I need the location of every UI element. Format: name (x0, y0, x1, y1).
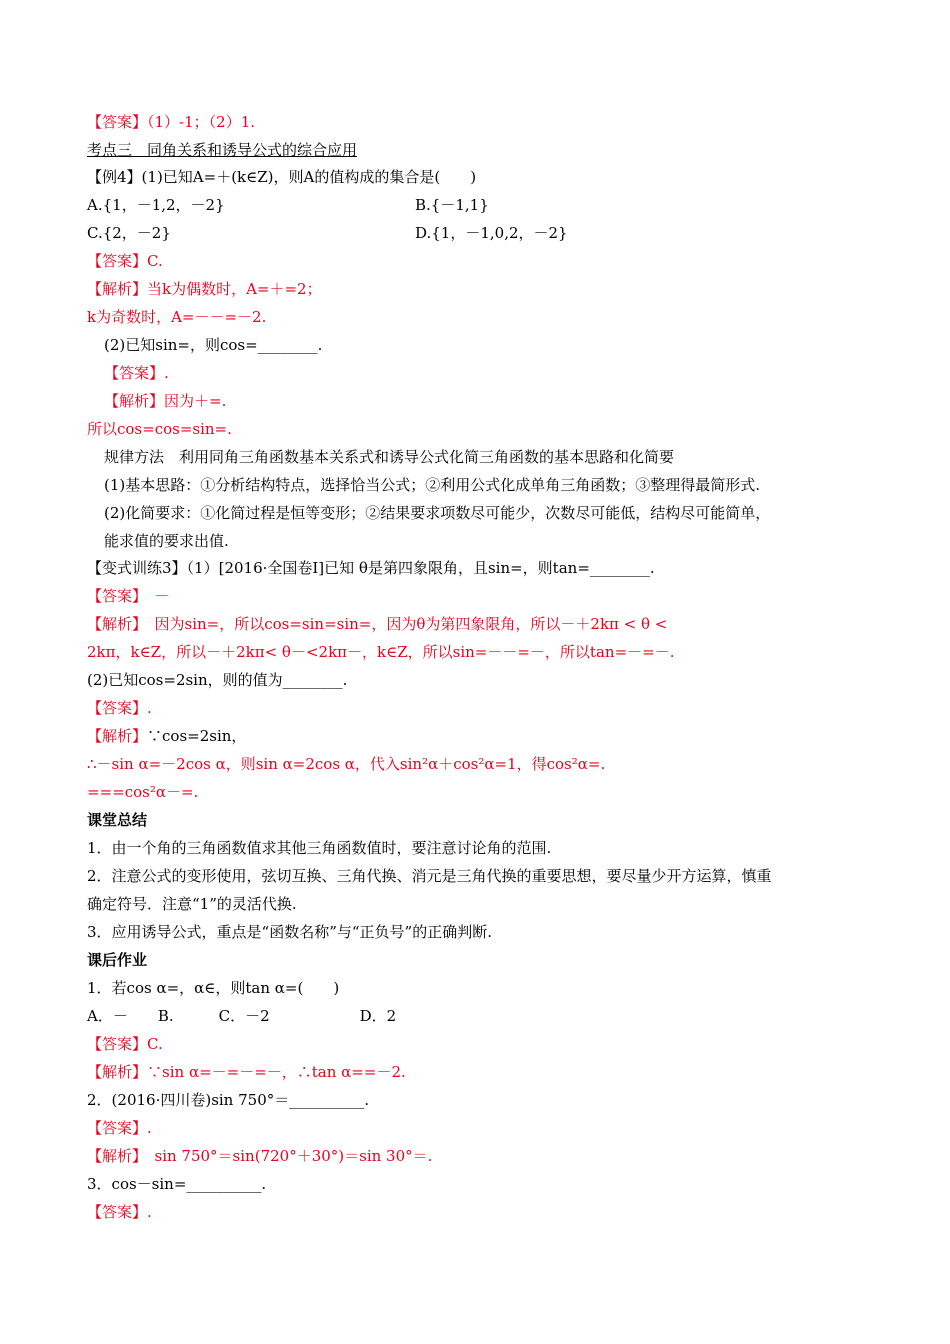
answer-line: 【答案】. (87, 1203, 152, 1221)
summary-item-1: 1．由一个角的三角函数值求其他三角函数值时，要注意讨论角的范围. (87, 839, 552, 857)
summary-item-2-cont: 确定符号．注意“1”的灵活代换. (87, 895, 297, 913)
answer-line: 【答案】. (87, 699, 152, 717)
analysis-text: ∵sin α=－=－=－，∴tan α==－2. (147, 1063, 406, 1081)
answer-line: 【答案】 － (87, 587, 170, 605)
analysis-line: ===cos²α－=. (87, 783, 199, 801)
homework-heading: 课后作业 (87, 951, 148, 969)
answer-line: 【答案】C. (87, 1035, 163, 1053)
analysis-line: 【解析】当k为偶数时，A=＋=2； (87, 280, 322, 298)
section-title: 考点三 同角关系和诱导公式的综合应用 (87, 141, 358, 159)
option-d: D.{1，－1,0,2，－2} (415, 224, 568, 242)
answer-line: 【答案】（1）-1；（2）1. (87, 113, 256, 131)
answer-line: 【答案】. (104, 364, 169, 382)
summary-heading: 课堂总结 (87, 811, 148, 829)
analysis-label: 【解析】 (87, 1063, 148, 1081)
variant-part-2: (2)已知cos=2sin，则的值为________. (87, 671, 348, 689)
analysis-label: 【解析】 (87, 727, 148, 745)
example-4-part-2: (2)已知sin=，则cos=________. (104, 336, 323, 354)
analysis-line: 【解析】 因为sin=，所以cos=sin=sin=，因为θ为第四象限角，所以－＋2kπ < θ < (87, 615, 668, 633)
example-4-question: 【例4】(1)已知A=＋(k∈Z)，则A的值构成的集合是( ) (87, 168, 477, 186)
analysis-line: k为奇数时，A=－－=－2. (87, 308, 267, 326)
variant-training-3: 【变式训练3】（1）[2016·全国卷Ⅰ]已知 θ是第四象限角，且sin=，则tan=________. (87, 559, 655, 577)
analysis-line: 【解析】 sin 750°＝sin(720°＋30°)＝sin 30°＝. (87, 1147, 433, 1165)
summary-item-2: 2．注意公式的变形使用，弦切互换、三角代换、消元是三角代换的重要思想，要尽量少开方运算，慎重 (87, 867, 772, 885)
analysis-line: 2kπ，k∈Z，所以－＋2kπ< θ－<2kπ－，k∈Z，所以sin=－－=－，所以tan=－=－. (87, 643, 675, 661)
analysis-text: ∵cos=2sin， (147, 727, 247, 745)
homework-q2: 2．(2016·四川卷)sin 750°＝__________. (87, 1091, 370, 1109)
analysis-line (87, 1062, 406, 1082)
summary-item-3: 3．应用诱导公式，重点是“函数名称”与“正负号”的正确判断. (87, 923, 492, 941)
method-step-1: (1)基本思路：①分析结构特点，选择恰当公式；②利用公式化成单角三角函数；③整理得最简形式. (104, 476, 761, 494)
analysis-line (87, 726, 246, 746)
answer-line: 【答案】C. (87, 252, 163, 270)
method-step-2: (2)化简要求：①化简过程是恒等变形；②结果要求项数尽可能少，次数尽可能低，结构尽可能简单， (104, 504, 771, 522)
homework-q1: 1．若cos α=，α∈，则tan α=( ) (87, 979, 340, 997)
homework-q1-options: A．－ B. C．－2 D．2 (87, 1007, 397, 1025)
option-c: C.{2，－2} (87, 224, 171, 242)
method-step-2-cont: 能求值的要求出值. (104, 532, 229, 550)
option-b: B.{－1,1} (415, 196, 489, 214)
analysis-line: 【解析】因为＋=. (104, 392, 227, 410)
homework-q3: 3．cos－sin=__________. (87, 1175, 267, 1193)
answer-line: 【答案】. (87, 1119, 152, 1137)
option-a: A.{1，－1,2，－2} (87, 196, 225, 214)
method-title: 规律方法 利用同角三角函数基本关系式和诱导公式化简三角函数的基本思路和化简要 (104, 448, 675, 466)
analysis-line: 所以cos=cos=sin=. (87, 420, 232, 438)
analysis-line: ∴－sin α=－2cos α，则sin α=2cos α，代入sin²α＋cos²α=1，得cos²α=. (87, 755, 606, 773)
